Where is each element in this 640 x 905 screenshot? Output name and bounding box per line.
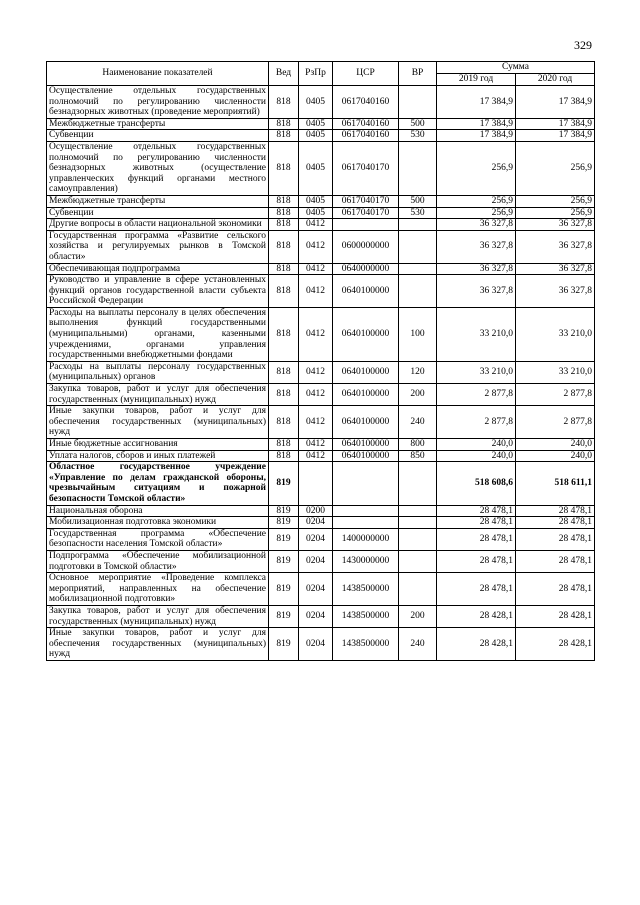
header-rzpr: РзПр: [299, 62, 333, 86]
cell-csr: 1438500000: [333, 573, 399, 606]
cell-csr: 0640100000: [333, 307, 399, 361]
cell-csr: 0640100000: [333, 384, 399, 406]
table-row: [47, 573, 595, 606]
cell-csr: 1438500000: [333, 605, 399, 627]
cell-vr: 500: [399, 195, 437, 207]
cell-vr: [399, 219, 437, 231]
cell-y2020: 33 210,0: [516, 361, 595, 383]
header-2019: 2019 год: [437, 74, 516, 86]
cell-ved: 818: [269, 263, 299, 275]
table-row: [47, 384, 595, 406]
header-vr: ВР: [399, 62, 437, 86]
cell-vr: [399, 505, 437, 517]
header-name: Наименование показателей: [47, 62, 269, 86]
cell-name: Расходы на выплаты персоналу в целях обеспечения выполнения функций государственными (муниципальными) органами, казенными учреждениями, органами управления государственными внебюджетными фондами: [47, 307, 269, 361]
cell-y2019: 28 428,1: [437, 628, 516, 661]
cell-y2019: 36 327,8: [437, 230, 516, 263]
cell-csr: 0640100000: [333, 361, 399, 383]
cell-y2020: 28 428,1: [516, 628, 595, 661]
cell-y2020: 2 877,8: [516, 406, 595, 439]
cell-name: Обеспечивающая подпрограмма: [47, 263, 269, 275]
cell-y2020: 2 877,8: [516, 384, 595, 406]
cell-name: Межбюджетные трансферты: [47, 195, 269, 207]
table-row: [47, 219, 595, 231]
cell-vr: 500: [399, 118, 437, 130]
table-row: [47, 230, 595, 263]
cell-y2020: 256,9: [516, 207, 595, 219]
cell-y2020: 256,9: [516, 195, 595, 207]
cell-ved: 818: [269, 384, 299, 406]
cell-vr: 800: [399, 439, 437, 451]
cell-ved: 818: [269, 230, 299, 263]
cell-y2019: 36 327,8: [437, 263, 516, 275]
header-ved: Вед: [269, 62, 299, 86]
cell-ved: 818: [269, 450, 299, 462]
cell-vr: 240: [399, 406, 437, 439]
cell-vr: [399, 573, 437, 606]
cell-y2020: 518 611,1: [516, 462, 595, 505]
cell-rzpr: 0204: [299, 573, 333, 606]
cell-vr: [399, 86, 437, 119]
header-2020: 2020 год: [516, 74, 595, 86]
cell-rzpr: 0412: [299, 439, 333, 451]
cell-ved: 819: [269, 528, 299, 550]
cell-rzpr: 0204: [299, 628, 333, 661]
page-number: 329: [574, 38, 592, 52]
cell-ved: 819: [269, 550, 299, 572]
cell-ved: 818: [269, 118, 299, 130]
cell-vr: 120: [399, 361, 437, 383]
cell-rzpr: 0204: [299, 528, 333, 550]
cell-y2019: 240,0: [437, 450, 516, 462]
cell-ved: 818: [269, 219, 299, 231]
cell-name: Субвенции: [47, 207, 269, 219]
cell-ved: 818: [269, 195, 299, 207]
cell-name: Подпрограмма «Обеспечение мобилизационной подготовки в Томской области»: [47, 550, 269, 572]
table-row: [47, 130, 595, 142]
budget-table: [46, 61, 595, 661]
cell-name: Другие вопросы в области национальной экономики: [47, 219, 269, 231]
table-row: [47, 450, 595, 462]
table-row: [47, 439, 595, 451]
cell-vr: [399, 550, 437, 572]
cell-csr: 0640100000: [333, 406, 399, 439]
cell-csr: 0640100000: [333, 439, 399, 451]
cell-ved: 819: [269, 462, 299, 505]
cell-vr: [399, 462, 437, 505]
cell-vr: 530: [399, 207, 437, 219]
cell-ved: 818: [269, 307, 299, 361]
cell-name: Национальная оборона: [47, 505, 269, 517]
cell-y2019: 28 428,1: [437, 605, 516, 627]
cell-ved: 818: [269, 275, 299, 308]
table-row: [47, 550, 595, 572]
table-row: [47, 275, 595, 308]
cell-csr: 0617040160: [333, 118, 399, 130]
cell-y2020: 36 327,8: [516, 263, 595, 275]
table-row: [47, 141, 595, 195]
cell-vr: 240: [399, 628, 437, 661]
cell-vr: 200: [399, 605, 437, 627]
cell-csr: 1400000000: [333, 528, 399, 550]
cell-csr: 0640000000: [333, 263, 399, 275]
cell-rzpr: 0405: [299, 130, 333, 142]
cell-vr: [399, 528, 437, 550]
cell-rzpr: 0412: [299, 275, 333, 308]
table-row: [47, 86, 595, 119]
cell-name: Иные закупки товаров, работ и услуг для обеспечения государственных (муниципальных) нужд: [47, 628, 269, 661]
cell-rzpr: 0204: [299, 550, 333, 572]
cell-rzpr: 0412: [299, 219, 333, 231]
cell-name: Закупка товаров, работ и услуг для обеспечения государственных (муниципальных) нужд: [47, 384, 269, 406]
cell-y2019: 36 327,8: [437, 219, 516, 231]
cell-rzpr: 0405: [299, 207, 333, 219]
cell-ved: 819: [269, 605, 299, 627]
cell-rzpr: 0200: [299, 505, 333, 517]
table-row: [47, 528, 595, 550]
cell-y2020: 28 478,1: [516, 573, 595, 606]
cell-y2019: 28 478,1: [437, 550, 516, 572]
cell-ved: 818: [269, 86, 299, 119]
cell-y2020: 17 384,9: [516, 86, 595, 119]
cell-csr: 0640100000: [333, 275, 399, 308]
table-row: [47, 195, 595, 207]
cell-rzpr: 0412: [299, 230, 333, 263]
cell-csr: 0617040170: [333, 195, 399, 207]
cell-name: Иные бюджетные ассигнования: [47, 439, 269, 451]
cell-csr: 0600000000: [333, 230, 399, 263]
cell-name: Осуществление отдельных государственных полномочий по регулированию численности безнадзорных животных (осуществление управленческих функций органами местного самоуправления): [47, 141, 269, 195]
cell-y2019: 17 384,9: [437, 130, 516, 142]
table-row: [47, 406, 595, 439]
cell-name: Субвенции: [47, 130, 269, 142]
cell-name: Основное мероприятие «Проведение комплекса мероприятий, направленных на обеспечение мобилизационной подготовки»: [47, 573, 269, 606]
cell-ved: 818: [269, 406, 299, 439]
cell-csr: [333, 505, 399, 517]
cell-csr: 1430000000: [333, 550, 399, 572]
cell-y2019: 17 384,9: [437, 86, 516, 119]
cell-y2020: 28 478,1: [516, 505, 595, 517]
cell-y2020: 36 327,8: [516, 219, 595, 231]
cell-rzpr: 0405: [299, 141, 333, 195]
cell-y2019: 518 608,6: [437, 462, 516, 505]
table-row: [47, 517, 595, 529]
cell-y2020: 36 327,8: [516, 275, 595, 308]
cell-rzpr: 0204: [299, 517, 333, 529]
cell-y2020: 17 384,9: [516, 118, 595, 130]
cell-csr: 0617040160: [333, 130, 399, 142]
cell-vr: [399, 141, 437, 195]
cell-rzpr: 0412: [299, 450, 333, 462]
cell-y2020: 28 478,1: [516, 550, 595, 572]
cell-rzpr: 0412: [299, 361, 333, 383]
cell-y2019: 28 478,1: [437, 528, 516, 550]
cell-y2019: 33 210,0: [437, 307, 516, 361]
cell-name: Иные закупки товаров, работ и услуг для обеспечения государственных (муниципальных) нужд: [47, 406, 269, 439]
cell-csr: [333, 219, 399, 231]
cell-vr: [399, 517, 437, 529]
cell-name: Государственная программа «Обеспечение безопасности населения Томской области»: [47, 528, 269, 550]
cell-y2020: 28 428,1: [516, 605, 595, 627]
cell-rzpr: 0412: [299, 406, 333, 439]
cell-vr: 100: [399, 307, 437, 361]
cell-ved: 818: [269, 207, 299, 219]
cell-y2019: 2 877,8: [437, 384, 516, 406]
cell-y2019: 256,9: [437, 141, 516, 195]
cell-y2020: 240,0: [516, 450, 595, 462]
cell-y2020: 28 478,1: [516, 517, 595, 529]
cell-ved: 818: [269, 130, 299, 142]
cell-y2020: 28 478,1: [516, 528, 595, 550]
cell-y2020: 33 210,0: [516, 307, 595, 361]
cell-y2019: 256,9: [437, 195, 516, 207]
cell-vr: 530: [399, 130, 437, 142]
cell-vr: [399, 263, 437, 275]
cell-y2019: 28 478,1: [437, 505, 516, 517]
cell-y2019: 28 478,1: [437, 517, 516, 529]
header-csr: ЦСР: [333, 62, 399, 86]
cell-name: Государственная программа «Развитие сельского хозяйства и регулируемых рынков в Томской области»: [47, 230, 269, 263]
cell-csr: 0617040170: [333, 141, 399, 195]
cell-vr: 850: [399, 450, 437, 462]
table-row: [47, 628, 595, 661]
cell-y2019: 2 877,8: [437, 406, 516, 439]
table-row: [47, 118, 595, 130]
cell-ved: 819: [269, 573, 299, 606]
header-sum: Сумма: [437, 62, 595, 74]
cell-csr: 1438500000: [333, 628, 399, 661]
cell-y2019: 33 210,0: [437, 361, 516, 383]
cell-rzpr: 0405: [299, 86, 333, 119]
cell-vr: 200: [399, 384, 437, 406]
cell-y2020: 240,0: [516, 439, 595, 451]
cell-name: Областное государственное учреждение «Управление по делам гражданской обороны, чрезвычайным ситуациям и пожарной безопасности Томской области»: [47, 462, 269, 505]
cell-ved: 818: [269, 361, 299, 383]
cell-y2019: 17 384,9: [437, 118, 516, 130]
cell-name: Мобилизационная подготовка экономики: [47, 517, 269, 529]
cell-ved: 818: [269, 141, 299, 195]
cell-rzpr: 0405: [299, 195, 333, 207]
cell-csr: 0617040170: [333, 207, 399, 219]
cell-vr: [399, 230, 437, 263]
cell-csr: 0640100000: [333, 450, 399, 462]
table-row: [47, 462, 595, 505]
cell-rzpr: 0412: [299, 384, 333, 406]
cell-ved: 819: [269, 517, 299, 529]
cell-name: Расходы на выплаты персоналу государственных (муниципальных) органов: [47, 361, 269, 383]
cell-name: Руководство и управление в сфере установленных функций органов государственной власти субъекта Российской Федерации: [47, 275, 269, 308]
table-row: [47, 207, 595, 219]
cell-rzpr: 0204: [299, 605, 333, 627]
cell-y2019: 36 327,8: [437, 275, 516, 308]
table-row: [47, 307, 595, 361]
table-row: [47, 361, 595, 383]
cell-name: Межбюджетные трансферты: [47, 118, 269, 130]
cell-y2019: 256,9: [437, 207, 516, 219]
cell-rzpr: 0412: [299, 263, 333, 275]
cell-rzpr: 0405: [299, 118, 333, 130]
cell-name: Уплата налогов, сборов и иных платежей: [47, 450, 269, 462]
cell-vr: [399, 275, 437, 308]
cell-ved: 819: [269, 628, 299, 661]
cell-ved: 818: [269, 439, 299, 451]
cell-y2020: 256,9: [516, 141, 595, 195]
table-row: [47, 263, 595, 275]
cell-y2020: 36 327,8: [516, 230, 595, 263]
cell-name: Закупка товаров, работ и услуг для обеспечения государственных (муниципальных) нужд: [47, 605, 269, 627]
cell-rzpr: 0412: [299, 307, 333, 361]
cell-y2019: 240,0: [437, 439, 516, 451]
cell-csr: [333, 462, 399, 505]
cell-y2020: 17 384,9: [516, 130, 595, 142]
table-row: [47, 505, 595, 517]
cell-y2019: 28 478,1: [437, 573, 516, 606]
table-row: [47, 605, 595, 627]
cell-ved: 819: [269, 505, 299, 517]
cell-csr: 0617040160: [333, 86, 399, 119]
cell-rzpr: [299, 462, 333, 505]
cell-csr: [333, 517, 399, 529]
cell-name: Осуществление отдельных государственных полномочий по регулированию численности безнадзорных животных (проведение мероприятий): [47, 86, 269, 119]
